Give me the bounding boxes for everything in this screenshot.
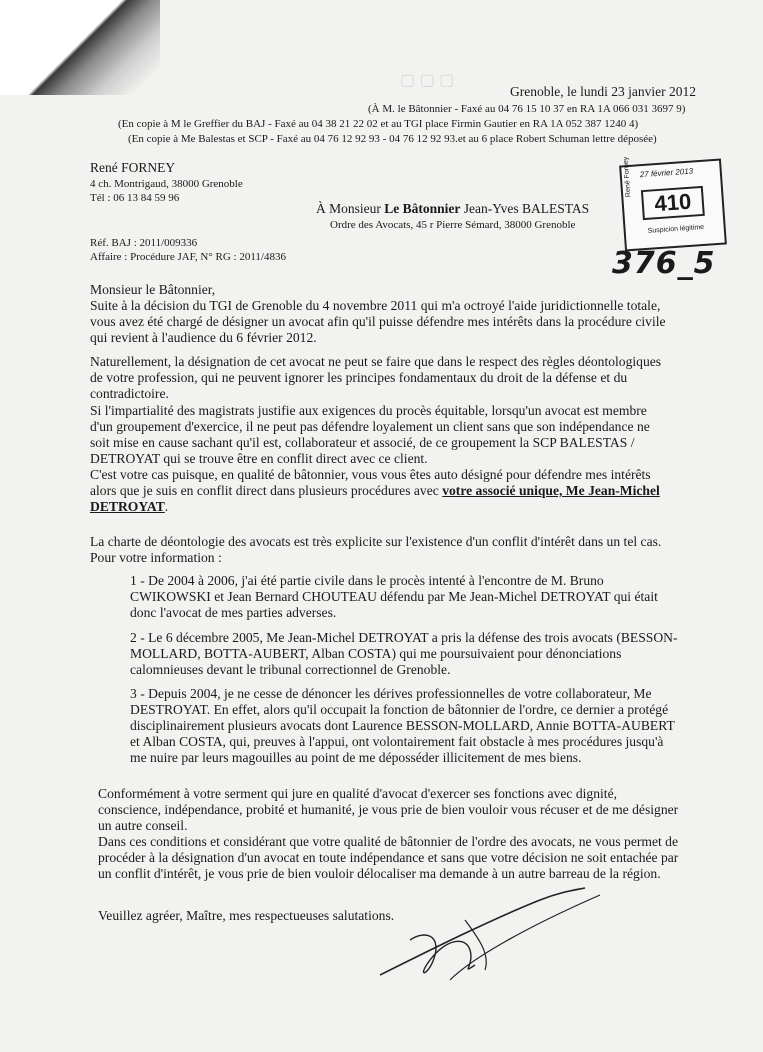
salutation: Monsieur le Bâtonnier, [90, 282, 216, 297]
item-3-line: DESTROYAT. En effet, alors qu'il occupait la fonction de bâtonnier de l'ordre, ce dernier a protégé [130, 702, 669, 717]
item-2-line: calomnieuses devant le tribunal correctionnel de Grenoble. [130, 662, 451, 677]
recipient-prefix: À Monsieur [316, 201, 385, 216]
item-1-line: CWIKOWSKI et Jean Bernard CHOUTEAU défendu par Me Jean-Michel DETROYAT qui était [130, 589, 658, 604]
fax-line-1: (À M. le Bâtonnier - Faxé au 04 76 15 10 37 en RA 1A 066 031 3697 9) [368, 103, 686, 115]
item-2-line: MOLLARD, BOTTA-AUBERT, Alban COSTA) qui me poursuivaient pour dénonciations [130, 646, 622, 661]
stamp-bottom-label: Suspicion légitime [647, 223, 705, 235]
bleed-through-mark: ▢ ▢ ▢ [400, 72, 455, 89]
p2-line: DETROYAT qui se trouve être en conflit direct avec ce client. [90, 451, 428, 466]
item-2-line: 2 - Le 6 décembre 2005, Me Jean-Michel DETROYAT a pris la défense des trois avocats (BESSON- [130, 630, 678, 645]
p4-line: Conformément à votre serment qui jure en qualité d'avocat d'exercer ses fonctions avec dignité, [98, 786, 618, 801]
fax-line-2: (En copie à M le Greffier du BAJ - Faxé au 04 38 21 22 02 et au TGI place Firmin Gautier en RA 1A 052 387 1240 4) [118, 118, 639, 130]
p2-line [90, 499, 168, 515]
associate-emphasis: votre associé unique, Me Jean-Michel [442, 483, 660, 498]
p2-line: contradictoire. [90, 386, 169, 401]
handwritten-number: 376_5 [612, 246, 716, 281]
p1-line: Suite à la décision du TGI de Grenoble du 4 novembre 2011 qui m'a octroyé l'aide juridictionnelle totale, [90, 298, 661, 313]
item-3-line: et Alban COSTA, qui, preuves à l'appui, ont volontairement fait obstacle à mes procédures jusqu'à [130, 734, 664, 749]
stamp-date: 27 février 2013 [639, 166, 694, 180]
period: . [164, 499, 169, 514]
p1-line: vous avez été chargé de désigner un avocat afin qu'il puisse défendre mes intérêts dans la procédure civile [90, 314, 666, 329]
p2-line-with-emphasis [90, 483, 660, 499]
p4-line: un autre conseil. [98, 818, 188, 833]
recipient-line-1 [316, 201, 589, 217]
item-3-line: 3 - Depuis 2004, je ne cesse de dénoncer les dérives professionnelles de votre collaborateur, Me [130, 686, 652, 701]
ref-affaire: Affaire : Procédure JAF, N° RG : 2011/4836 [90, 251, 286, 263]
p3-line: Pour votre information : [90, 550, 222, 565]
p4-line: Dans ces conditions et considérant que votre qualité de bâtonnier de l'ordre des avocats, ne vous permet de [98, 834, 678, 849]
associate-emphasis-2: DETROYAT [90, 499, 165, 514]
p4-line: procéder à la désignation d'un avocat en toute indépendance et sans que votre décision ne soit entachée par [98, 850, 679, 865]
p2-line: de votre profession, qui ne peuvent ignorer les principes fondamentaux du droit de la défense et du [90, 370, 628, 385]
item-1-line: 1 - De 2004 à 2006, j'ai été partie civile dans le procès intenté à l'encontre de M. Bruno [130, 573, 604, 588]
ref-baj: Réf. BAJ : 2011/009336 [90, 237, 198, 249]
item-3-line: me nuire par leurs magouilles au point de me déposséder illicitement de mes biens. [130, 750, 582, 765]
item-3-line: disciplinairement plusieurs avocats dont Laurence BESSON-MOLLARD, Annie BOTTA-AUBERT [130, 718, 675, 733]
scan-corner-fold [0, 0, 160, 95]
recipient-title: Le Bâtonnier [384, 201, 461, 216]
fax-line-3: (En copie à Me Balestas et SCP - Faxé au 04 76 12 92 93 - 04 76 12 92 93.et au 6 place Robert Schuman lettre déposée) [128, 133, 657, 145]
reception-stamp [619, 156, 727, 252]
p2-line: Naturellement, la désignation de cet avocat ne peut se faire que dans le respect des règles déontologiques [90, 354, 662, 369]
p4-line: conscience, indépendance, probité et humanité, je vous prie de bien vouloir vous récuser et de me désigner [98, 802, 679, 817]
recipient-suffix: Jean-Yves BALESTAS [460, 201, 590, 216]
p2-line: soit mise en cause sachant qu'il est, collaborateur et associé, de ce groupement la SCP BALESTAS / [90, 435, 635, 450]
p2-line: d'un groupement d'exercice, il ne peut pas défendre loyalement un client sans que son indépendance ne [90, 419, 650, 434]
signature [370, 880, 610, 990]
p2-line: Si l'impartialité des magistrats justifie aux exigences du procès équitable, lorsqu'un avocat est membre [90, 403, 647, 418]
closing: Veuillez agréer, Maître, mes respectueuses salutations. [98, 908, 395, 923]
recipient-line-2: Ordre des Avocats, 45 r Pierre Sémard, 38000 Grenoble [330, 219, 576, 231]
sender-address: 4 ch. Montrigaud, 38000 Grenoble [90, 178, 243, 190]
sender-tel: Tél : 06 13 84 59 96 [90, 192, 180, 204]
p4-line: un conflit d'intérêt, je vous prie de bien vouloir délocaliser ma demande à un autre barreau de la région. [98, 866, 661, 881]
stamp-side-label: René Forney [622, 156, 633, 198]
item-1-line: donc l'avocat de mes parties adverses. [130, 605, 337, 620]
date-line: Grenoble, le lundi 23 janvier 2012 [510, 84, 696, 99]
stamp-number: 410 [641, 186, 705, 220]
sender-name: René FORNEY [90, 160, 176, 175]
p3-line: La charte de déontologie des avocats est très explicite sur l'existence d'un conflit d'intérêt dans un tel cas. [90, 534, 662, 549]
p1-line: qui revient à l'audience du 6 février 2012. [90, 330, 317, 345]
p2-line-text: alors que je suis en conflit direct dans plusieurs procédures avec [90, 483, 443, 498]
p2-line: C'est votre cas puisque, en qualité de bâtonnier, vous vous êtes auto désigné pour défendre mes intérêts [90, 467, 651, 482]
